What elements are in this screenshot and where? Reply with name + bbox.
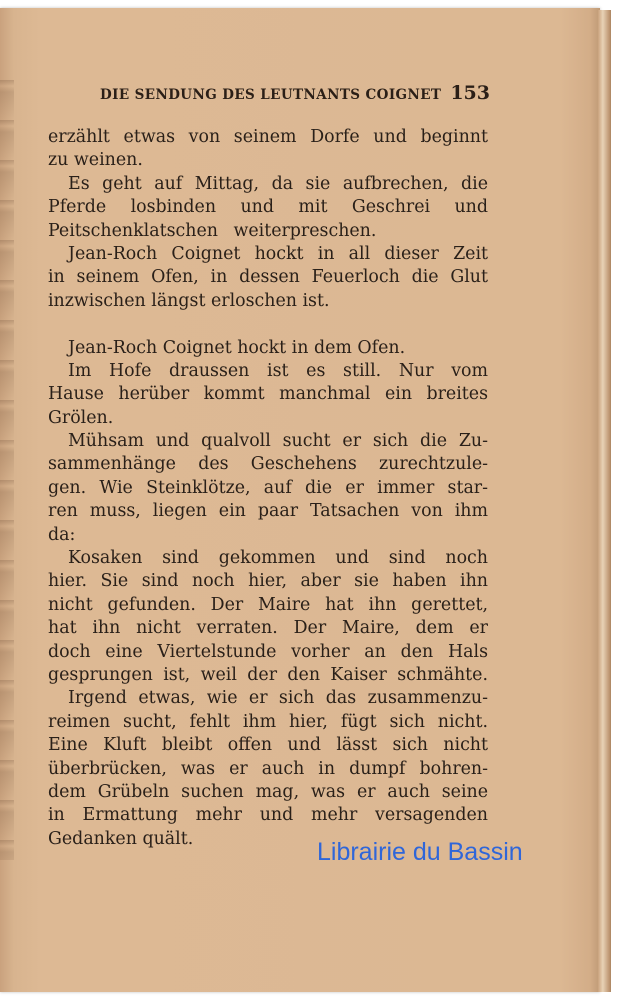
- text-line: reimen sucht, fehlt ihm hier, fügt sich nicht.: [48, 711, 488, 732]
- page-edge: [598, 10, 611, 992]
- text-line: nicht gefunden. Der Maire hat ihn gerettet,: [48, 594, 488, 615]
- page-left-bleed: [0, 80, 14, 860]
- text-line: Pferde losbinden und mit Geschrei und: [48, 197, 488, 218]
- body-text: [48, 126, 488, 851]
- text-line: gen. Wie Steinklötze, auf die er immer star-: [48, 477, 488, 498]
- text-line: Peitschenklatschen weiterpreschen.: [48, 220, 377, 241]
- text-line: Eine Kluft bleibt offen und lässt sich nicht: [48, 735, 488, 756]
- text-line: erzählt etwas von seinem Dorfe und beginnt: [48, 127, 488, 147]
- text-line: Jean-Roch Coignet hockt in all dieser Zeit: [68, 243, 488, 264]
- text-line: Irgend etwas, wie er sich das zusammenzu-: [68, 688, 488, 709]
- text-line: doch eine Viertelstunde vorher an den Hals: [48, 641, 488, 662]
- text-line: dem Grübeln suchen mag, was er auch seine: [48, 781, 488, 802]
- text-line: ren muss, liegen ein paar Tatsachen von ihm: [48, 501, 488, 522]
- section-gap: [48, 313, 488, 336]
- text-line: in seinem Ofen, in dessen Feuerloch die Glut: [48, 267, 488, 288]
- text-line: da:: [48, 524, 76, 545]
- text-line: Grölen.: [48, 407, 114, 428]
- running-title: DIE SENDUNG DES LEUTNANTS COIGNET: [100, 87, 442, 103]
- text-line: inzwischen längst erloschen ist.: [48, 290, 330, 311]
- text-line: Kosaken sind gekommen und sind noch: [68, 548, 488, 569]
- text-line: zu weinen.: [48, 150, 143, 171]
- text-line: Mühsam und qualvoll sucht er sich die Zu-: [68, 431, 488, 452]
- page-header: [100, 82, 490, 106]
- text-line: Jean-Roch Coignet hockt in dem Ofen.: [68, 337, 406, 358]
- text-line: hier. Sie sind noch hier, aber sie haben ihn: [48, 571, 488, 592]
- text-line: Im Hofe draussen ist es still. Nur vom: [68, 360, 488, 381]
- text-line: Gedanken quält.: [48, 828, 194, 849]
- text-line: sammenhänge des Geschehens zurechtzule-: [48, 454, 488, 475]
- page-number: 153: [450, 82, 490, 104]
- watermark: Librairie du Bassin: [317, 838, 523, 866]
- text-line: überbrücken, was er auch in dumpf bohren-: [48, 758, 488, 779]
- text-line: in Ermattung mehr und mehr versagenden: [48, 805, 488, 826]
- text-line: hat ihn nicht verraten. Der Maire, dem er: [48, 618, 488, 639]
- text-line: Es geht auf Mittag, da sie aufbrechen, die: [68, 173, 488, 194]
- text-line: Hause herüber kommt manchmal ein breites: [48, 384, 488, 405]
- text-line: gesprungen ist, weil der den Kaiser schmähte.: [48, 664, 488, 685]
